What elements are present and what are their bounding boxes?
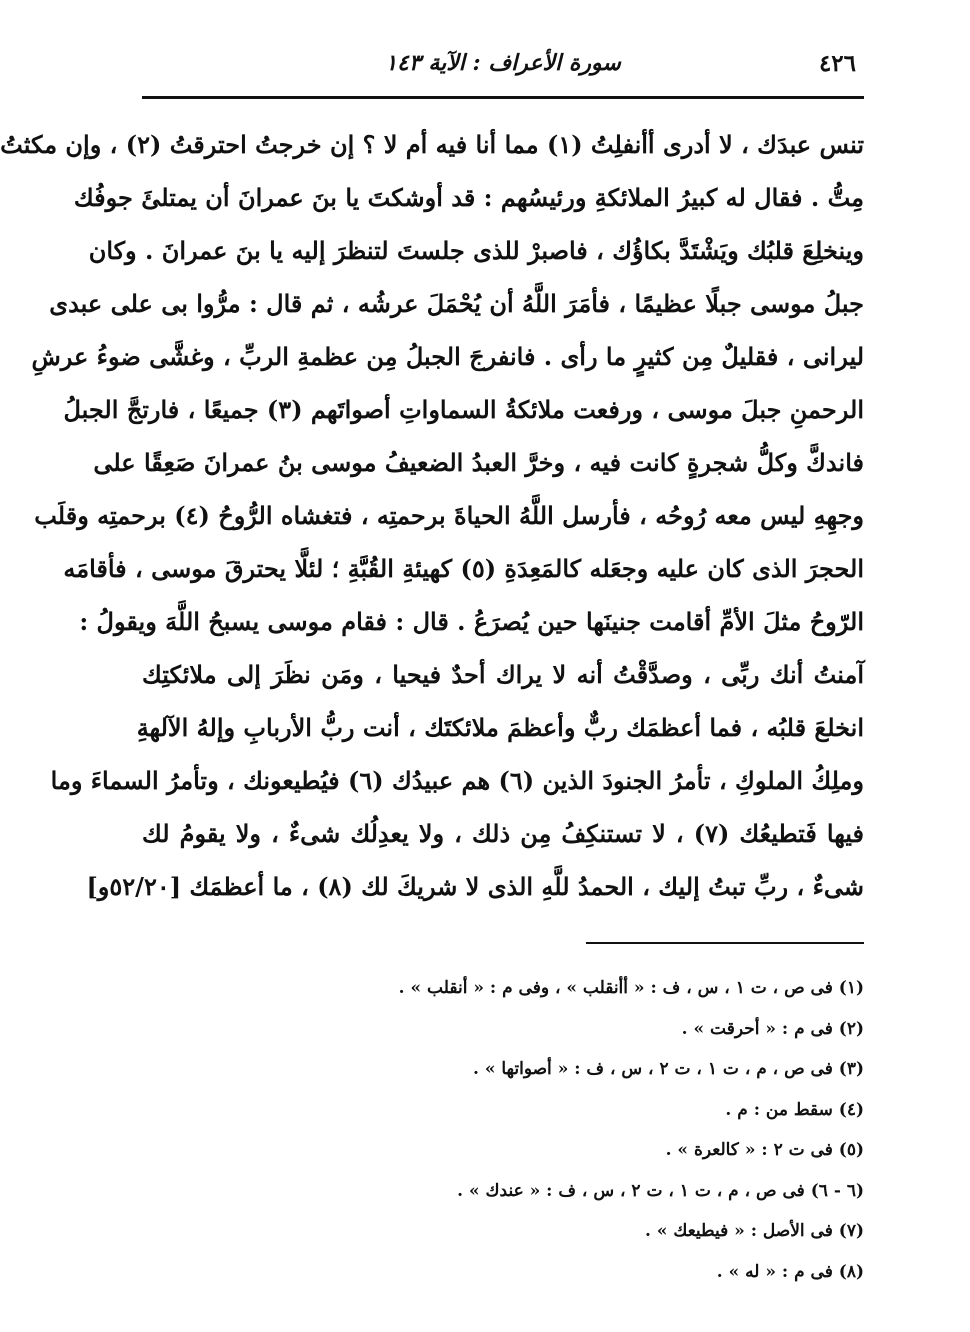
footnote: (٥) فى ت ٢ : « كالعرة » . [665, 1140, 864, 1160]
footnote: (٦ - ٦) فى ص ، م ، ت ١ ، ت ٢ ، س ، ف : « عندك » . [457, 1180, 864, 1201]
text-line: جبلُ موسى جبلًا عظيمًا ، فأمَرَ اللَّهُ أن يُحْمَلَ عرشُه ، ثم قال : مرُّوا بى على عبدى [49, 289, 864, 318]
text-line: انخلعَ قلبُه ، فما أعظمَك ربٌّ وأعظمَ ملائكتَك ، أنت ربُّ الأربابِ وإلهُ الآلهةِ [136, 713, 864, 742]
text-line: آمنتُ أنك ربِّى ، وصدَّقْتُ أنه لا يراك أحدٌ فيحيا ، ومَن نظَرَ إلى ملائكتِك [142, 660, 864, 689]
footnote: (٨) فى م : « له » . [716, 1261, 864, 1282]
footnote: (٣) فى ص ، م ، ت ١ ، ت ٢ ، س ، ف : « أصواتها » . [472, 1059, 864, 1079]
footnote: (٤) سقط من : م . [725, 1099, 864, 1120]
page-number: ٤٢٦ [818, 50, 856, 77]
text-line: مِتُّ . فقال له كبيرُ الملائكةِ ورئيسُهم : قد أوشكتَ يا بنَ عمرانَ أن يمتلئَ جوفُك [73, 183, 864, 212]
footnote: (٧) فى الأصل : « فيطيعك » . [645, 1221, 864, 1241]
text-line: شىءٌ ، ربِّ تبتُ إليك ، الحمدُ للَّهِ الذى لا شريكَ لك (٨) ، ما أعظمَك [٥٢/٢٠و] [86, 872, 864, 901]
text-line: فيها فَتطيعُك (٧) ، لا تستنكِفُ مِن ذلك ، ولا يعدِلُك شىءٌ ، ولا يقومُ لك [142, 819, 865, 848]
footnote: (١) فى ص ، ت ١ ، س ، ف : « أأنقلب » ، وفى م : « أنقلب » . [398, 978, 864, 998]
text-line: تنس عبدَك ، لا أدرى أأنفلِتُ (١) مما أنا فيه أم لا ؟ إن خرجتُ احترقتُ (٢) ، وإن مكثتُ [0, 130, 864, 159]
footnote-separator [586, 942, 864, 944]
running-title: سورة الأعراف : الآية ١٤٣ [385, 50, 621, 76]
main-text [0, 118, 865, 913]
text-line: فاندكَّ وكلُّ شجرةٍ كانت فيه ، وخرَّ العبدُ الضعيفُ موسى بنُ عمرانَ صَعِقًا على [93, 448, 864, 477]
text-line: الحجرَ الذى كان عليه وجعَله كالمَعِدَةِ (٥) كهيئةِ القُبَّةِ ؛ لئلَّا يحترقَ موسى ، فأقامَه [63, 554, 864, 583]
text-line: الرحمنِ جبلَ موسى ، ورفعت ملائكةُ السماواتِ أصواتَهم (٣) جميعًا ، فارتجَّ الجبلُ [63, 395, 864, 424]
text-line: وجهِهِ ليس معه رُوحُه ، فأرسل اللَّهُ الحياةَ برحمتِه ، فتغشاه الرُّوحُ (٤) برحمتِه وقلَب [34, 501, 864, 530]
footnotes [304, 968, 864, 1292]
text-line: ليرانى ، فقليلٌ مِن كثيرٍ ما رأى . فانفرجَ الجبلُ مِن عظمةِ الربِّ ، وغشَّى ضوءُ عرشِ [31, 342, 864, 371]
header-rule [142, 96, 864, 99]
text-line: وملِكُ الملوكِ ، تأمرُ الجنودَ الذين (٦) هم عبيدُك (٦) فيُطيعونك ، وتأمرُ السماءَ وما [50, 766, 864, 795]
text-line: وينخلِعَ قلبُك ويَشْتَدَّ بكاؤُك ، فاصبرْ للذى جلستَ لتنظرَ إليه يا بنَ عمرانَ . وكان [88, 236, 864, 265]
footnote: (٢) فى م : « أحرقت » . [681, 1018, 864, 1039]
page-header [142, 42, 864, 92]
text-line: الرّوحُ مثلَ الأمِّ أقامت جنينَها حين يُصرَعُ . قال : فقام موسى يسبحُ اللَّهَ ويقولُ : [79, 607, 864, 636]
